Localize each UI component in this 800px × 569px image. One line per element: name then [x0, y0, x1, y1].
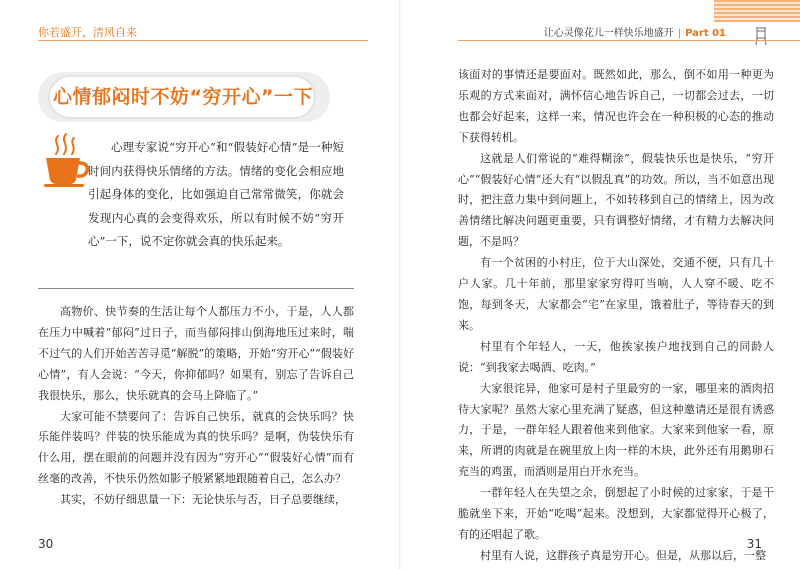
right-page [400, 0, 800, 569]
paragraph: 一群年轻人在失望之余，倒想起了小时候的过家家，于是干脆就坐下来，开始“吃喝”起来。没想到，大家都觉得开心极了，有的还唱起了歌。 [458, 486, 774, 541]
chair-icon [754, 26, 768, 46]
right-body-text [458, 65, 774, 567]
header-separator: | [677, 28, 682, 39]
page-number-right: 31 [746, 537, 762, 551]
paragraph: 大家可能不禁要问了：告诉自己快乐，就真的会快乐吗？快乐能伴装吗？伴装的快乐能成为真的快乐吗？是啊，伪装快乐有什么用，摆在眼前的问题并没有因为“穷开心”“假装好心情”而有丝毫的改善，不快乐仍然如影子般紧紧地跟随着自己，怎么办？ [38, 409, 354, 486]
right-header-rule [458, 40, 800, 41]
paragraph: 有一个贫困的小村庄，位于大山深处，交通不便，只有几十户人家。几十年前，那里家家穷得叮当响，人人穿不暖、吃不饱，每到冬天，大家都会“宅”在家里，饿着肚子，等待春天的到来。 [458, 256, 774, 332]
header-book-title: 让心灵像花儿一样快乐地盛开 [543, 28, 674, 39]
intro-paragraph: 心理专家说“穷开心”和“假装好心情”是一种短时间内获得快乐情绪的方法。情绪的变化会相应地引起身体的变化，比如强迫自己常常微笑，你就会发现内心真的会变得欢乐，所以有时候不妨“穷开心”一下，说不定你就会真的快乐起来。 [88, 140, 344, 248]
page-number-left: 30 [38, 537, 54, 551]
left-running-header: 你若盛开，清风自来 [38, 26, 137, 39]
paragraph: 该面对的事情还是要面对。既然如此，那么，倒不如用一种更为乐观的方式来面对，满怀信心地告诉自己，一切都会过去，一切也都会好起来，这样一来，情况也许会在一种积极的心态的推动下获得转机。 [458, 68, 774, 144]
section-title: 心情郁闷时不妨“穷开心”一下 [53, 86, 313, 108]
paragraph: 村里有个年轻人，一天，他挨家挨户地找到自己的同龄人说：“到我家去喝酒、吃肉。” [458, 339, 774, 374]
left-header-rule [38, 40, 368, 41]
intro-divider [38, 288, 354, 289]
paragraph: 大家很诧异，他家可是村子里最穷的一家，哪里来的酒肉招待大家呢？虽然大家心里充满了疑惑，但这种邀请还是很有诱惑力，于是，一群年轻人跟着他来到他家。大家来到他家一看，原来，所谓的肉就是在碗里放上肉一样的木块，此外还有用鹅卵石充当的鸡蛋，而酒则是用白开水充当。 [458, 381, 774, 479]
left-body-text [38, 302, 354, 511]
paragraph: 高物价、快节奏的生活让每个人都压力不小，于是，人人都在压力中喊着“郁闷”过日子，而当郁闷排山倒海地压过来时，喘不过气的人们开始苦苦寻觅“解脱”的策略，开始“穷开心”“假装好心情”，有人会说：“今天，你抑郁吗？如果有，别忘了告诉自己我很快乐，那么，快乐就真的会马上降临了。” [38, 305, 354, 402]
paragraph: 其实，不妨仔细思量一下：无论快乐与否，日子总要继续， [60, 493, 346, 507]
paragraph: 这就是人们常说的“难得糊涂”，假装快乐也是快乐，“穷开心”“假装好心情”还大有“以假乱真”的功效。所以，当不如意出现时，把注意力集中到问题上，不如转移到自己的情绪上，因为改善情绪比解决问题更重要，只有调整好情绪，才有精力去解决问题，不是吗？ [458, 151, 774, 249]
coffee-cup-icon [40, 132, 90, 188]
paragraph: 村里有人说，这群孩子真是穷开心。但是，从那以后，一整 [480, 548, 766, 562]
right-running-header [544, 24, 726, 39]
decorative-stripes [714, 0, 800, 22]
header-part-label: Part 01 [685, 28, 726, 39]
